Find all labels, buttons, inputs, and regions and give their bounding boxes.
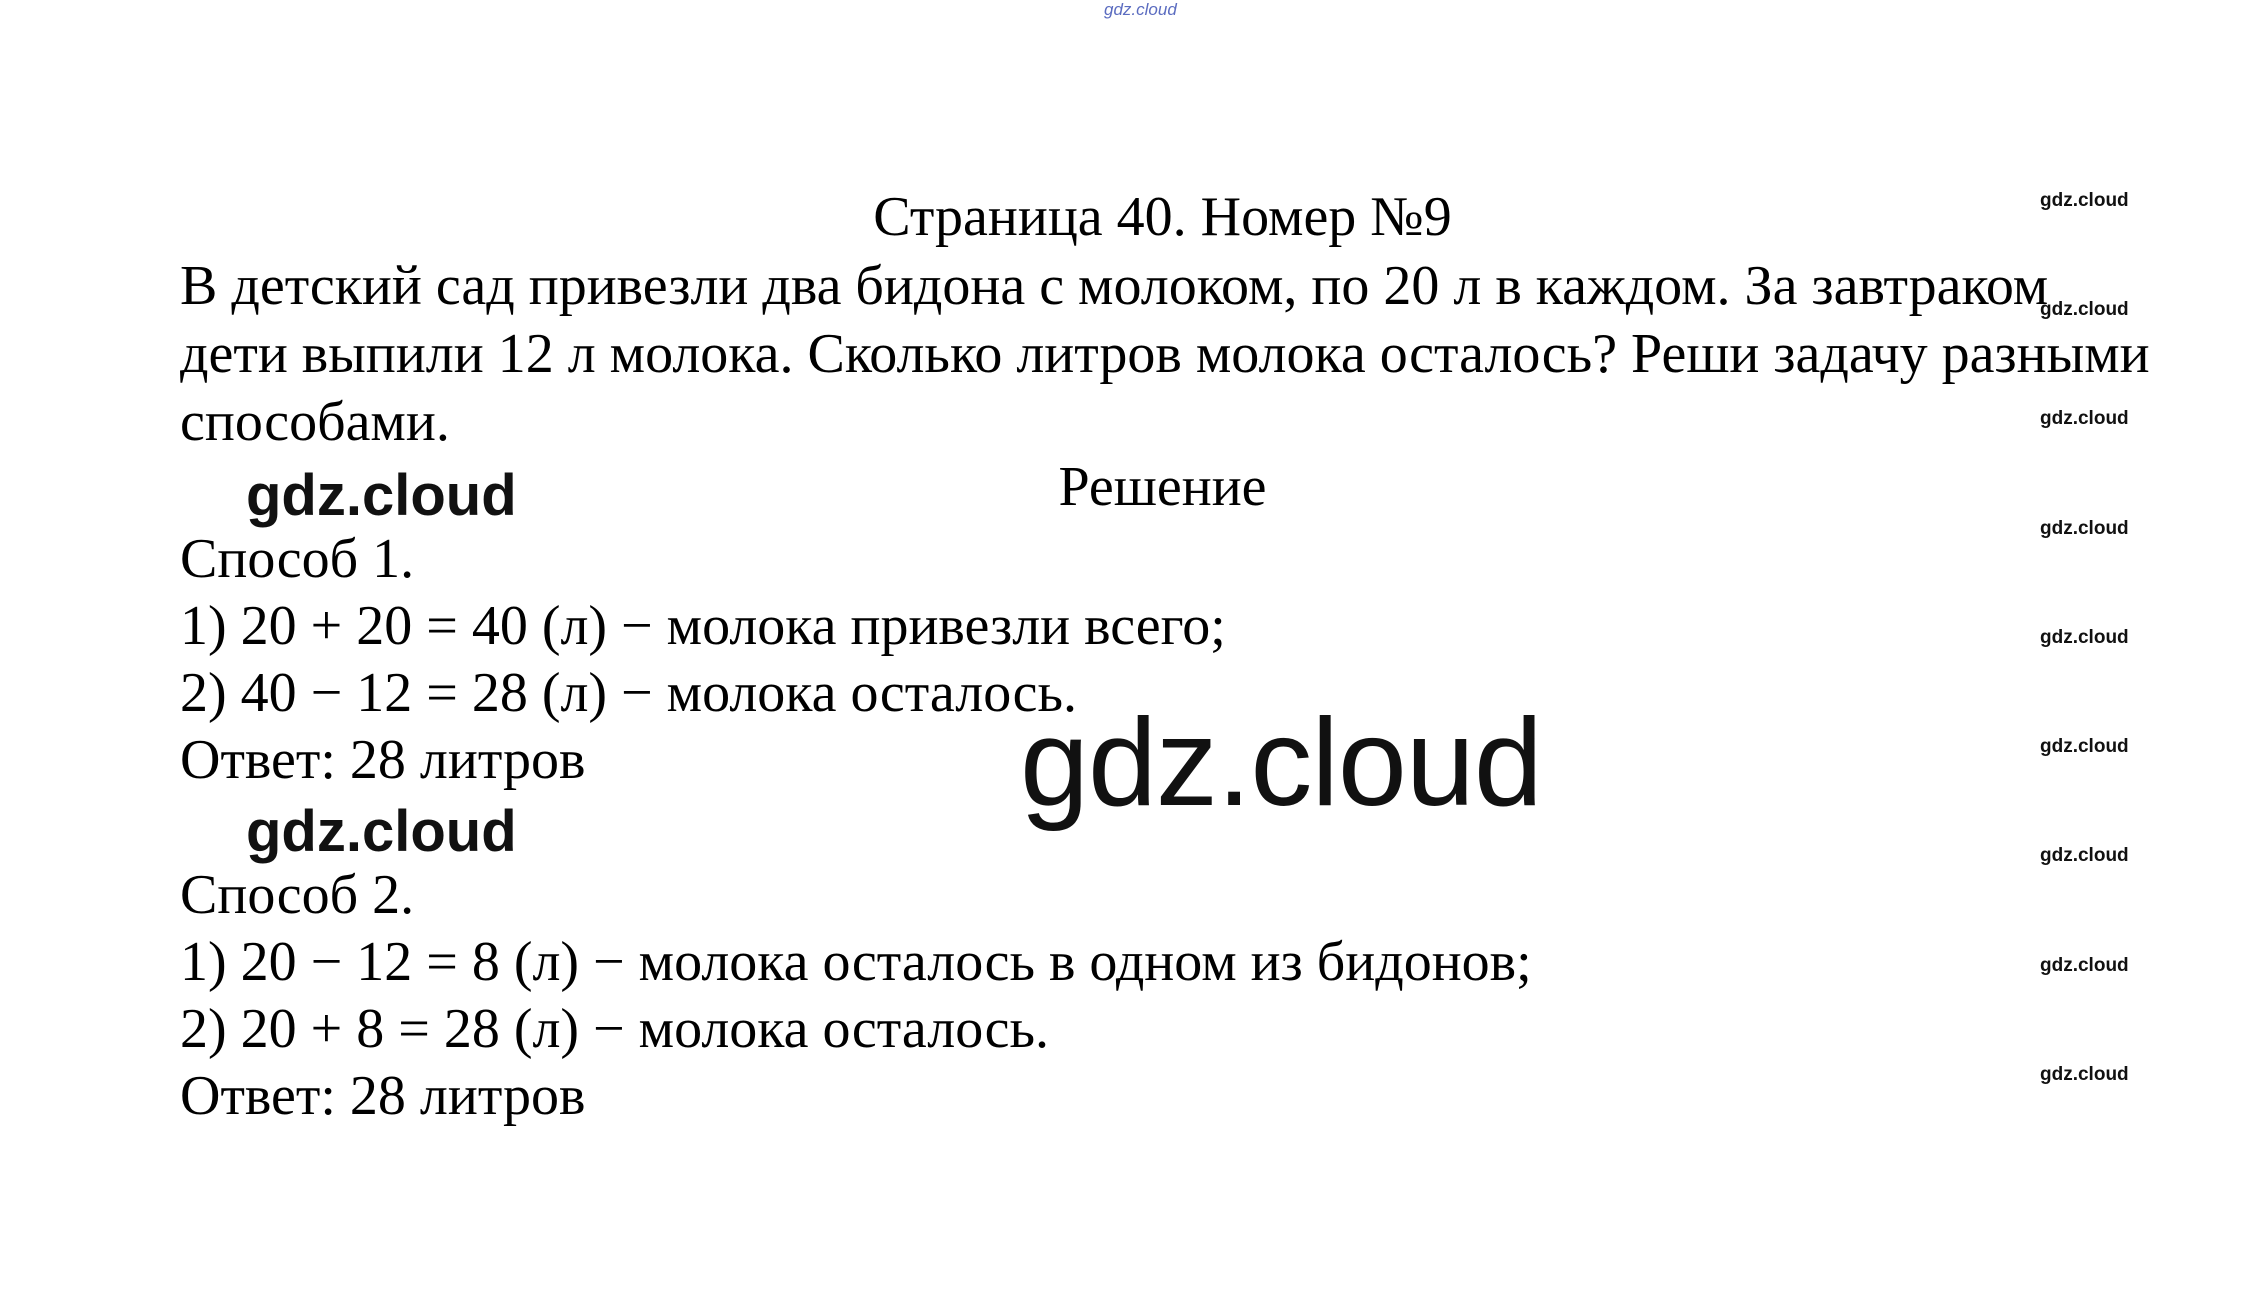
method2-answer: Ответ: 28 литров [180,1065,586,1127]
watermark-inline-2: gdz.cloud [246,799,517,864]
side-watermark: gdz.cloud [2040,1064,2129,1085]
watermark-inline-1: gdz.cloud [246,463,517,528]
solution-heading: Решение [1058,456,1267,518]
side-watermark: gdz.cloud [2040,518,2129,539]
method2-heading: Способ 2. [180,864,415,926]
method2-step1: 1) 20 − 12 = 8 (л) − молока осталось в одном из бидонов; [180,931,1532,993]
method1-answer: Ответ: 28 литров [180,729,586,791]
method1-step1: 1) 20 + 20 = 40 (л) − молока привезли всего; [180,595,1226,657]
side-watermark: gdz.cloud [2040,627,2129,648]
problem-statement: В детский сад привезли два бидона с молоком, по 20 л в каждом. За завтраком дети выпили 12 л молока. Сколько литров молока осталось? Реши задачу разными способами. [180,255,2150,453]
method1-heading: Способ 1. [180,528,415,590]
side-watermark: gdz.cloud [2040,736,2129,757]
side-watermark: gdz.cloud [2040,190,2129,211]
page-title: Страница 40. Номер №9 [873,186,1452,248]
method2-step2: 2) 20 + 8 = 28 (л) − молока осталось. [180,998,1049,1060]
side-watermark: gdz.cloud [2040,845,2129,866]
side-watermark: gdz.cloud [2040,408,2129,429]
method1-step2: 2) 40 − 12 = 28 (л) − молока осталось. [180,662,1077,724]
side-watermark: gdz.cloud [2040,299,2129,320]
side-watermark: gdz.cloud [2040,955,2129,976]
watermark-center: gdz.cloud [1020,694,1542,832]
top-watermark: gdz.cloud [1104,0,1177,19]
